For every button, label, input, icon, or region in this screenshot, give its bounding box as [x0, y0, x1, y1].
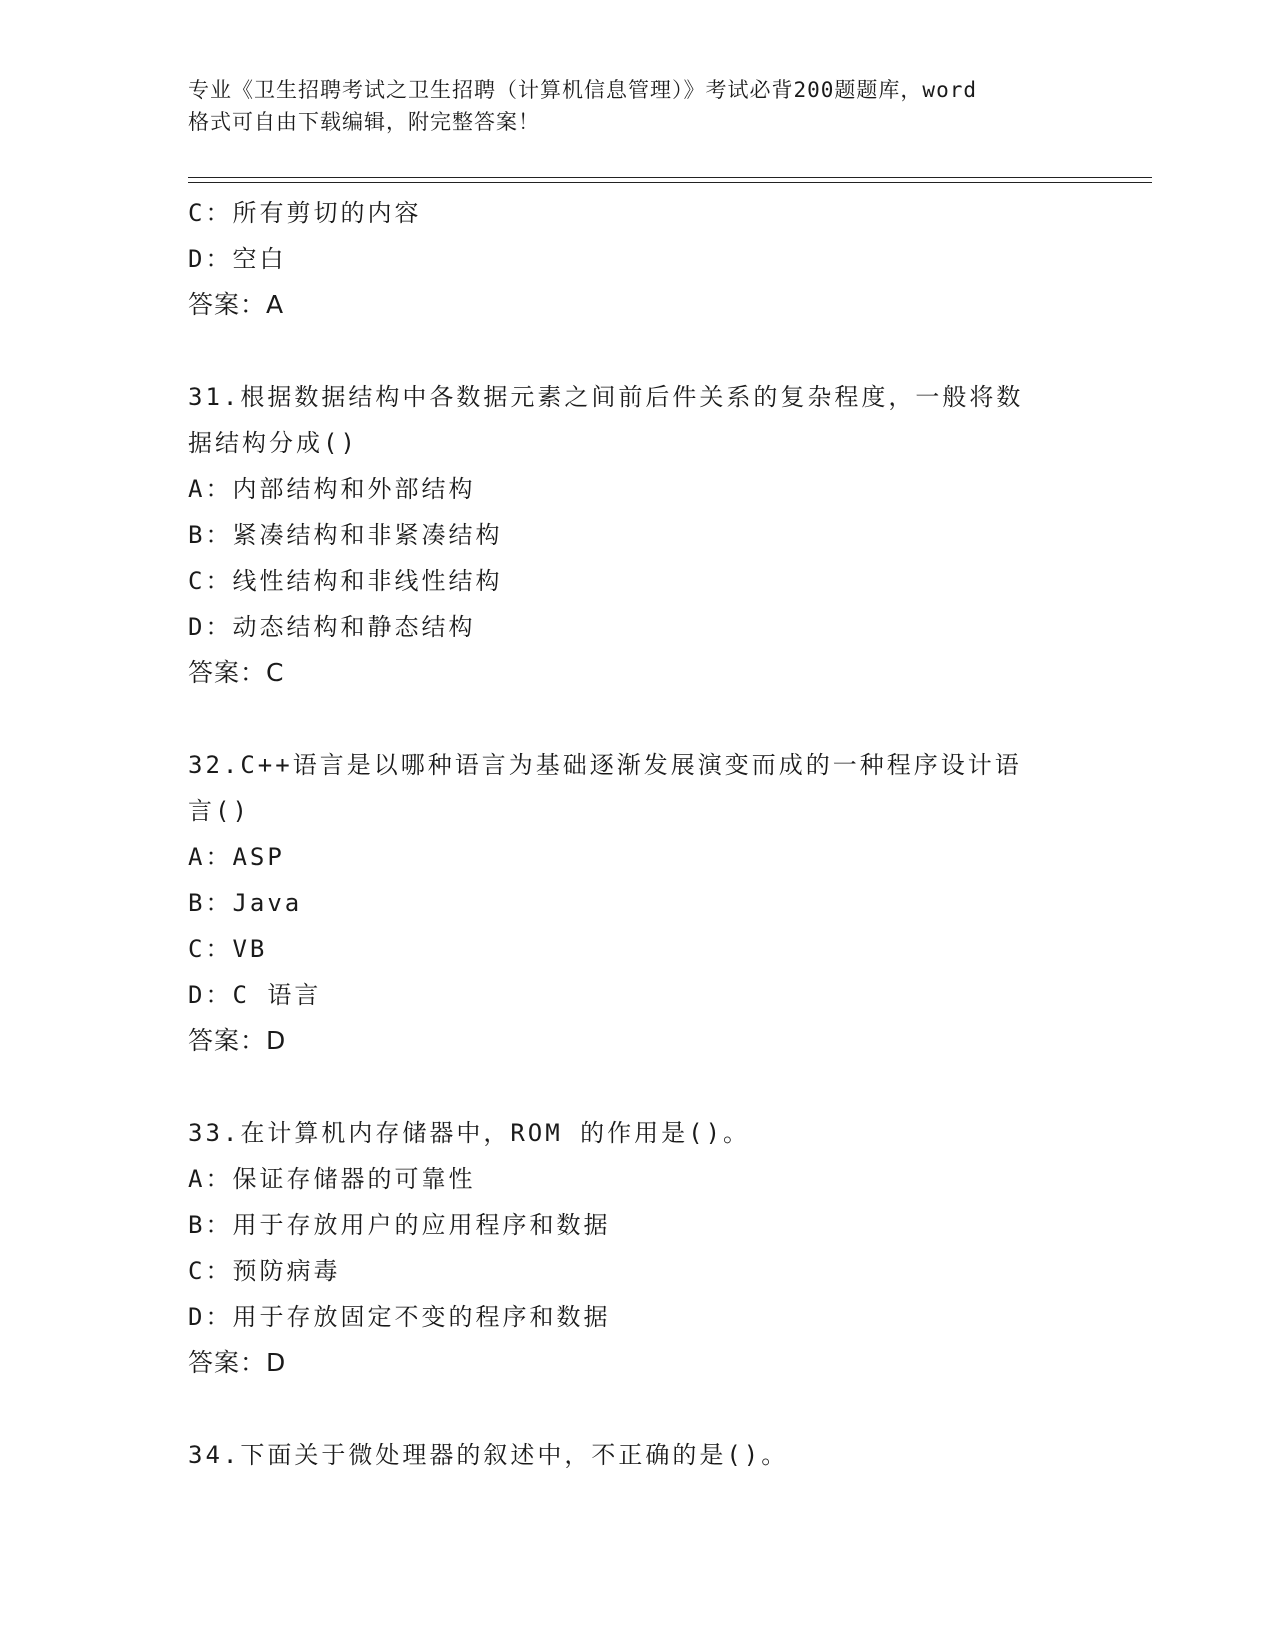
option-b: B：紧凑结构和非紧凑结构 [188, 521, 503, 549]
option-d: D：用于存放固定不变的程序和数据 [188, 1303, 611, 1331]
option-c: C：所有剪切的内容 [188, 199, 422, 227]
header-title-line-1: 专业《卫生招聘考试之卫生招聘（计算机信息管理）》考试必背200题题库，word [188, 78, 977, 102]
option-d: D：C 语言 [188, 981, 322, 1009]
option-c: C：VB [188, 935, 268, 963]
document-header [188, 74, 1088, 138]
question-stem: 34.下面关于微处理器的叙述中，不正确的是()。 [188, 1441, 789, 1469]
question-stem-continued: 据结构分成() [188, 429, 358, 457]
option-d: D：动态结构和静态结构 [188, 613, 476, 641]
spacer [188, 1064, 1088, 1110]
answer: 答案：A [188, 290, 285, 319]
answer: 答案：C [188, 658, 285, 687]
option-b: B：用于存放用户的应用程序和数据 [188, 1211, 611, 1239]
answer: 答案：D [188, 1026, 287, 1055]
header-divider-top [188, 177, 1152, 178]
question-stem: 32.C++语言是以哪种语言为基础逐渐发展演变而成的一种程序设计语 [188, 751, 1022, 779]
question-stem-continued: 言() [188, 797, 250, 825]
answer: 答案：D [188, 1348, 287, 1377]
option-a: A：内部结构和外部结构 [188, 475, 476, 503]
option-c: C：线性结构和非线性结构 [188, 567, 503, 595]
option-d: D：空白 [188, 245, 287, 273]
spacer [188, 696, 1088, 742]
question-32 [188, 742, 1088, 1064]
question-list [188, 190, 1088, 1478]
option-b: B：Java [188, 889, 303, 917]
question-31 [188, 374, 1088, 696]
question-34 [188, 1432, 1088, 1478]
spacer [188, 1386, 1088, 1432]
question-30 [188, 190, 1088, 328]
question-stem: 33.在计算机内存储器中，ROM 的作用是()。 [188, 1119, 751, 1147]
header-title-line-2: 格式可自由下载编辑，附完整答案！ [188, 110, 540, 134]
option-a: A：ASP [188, 843, 285, 871]
question-stem: 31.根据数据结构中各数据元素之间前后件关系的复杂程度，一般将数 [188, 383, 1024, 411]
question-33 [188, 1110, 1088, 1386]
spacer [188, 328, 1088, 374]
option-a: A：保证存储器的可靠性 [188, 1165, 476, 1193]
header-divider-bottom [188, 182, 1152, 183]
option-c: C：预防病毒 [188, 1257, 341, 1285]
